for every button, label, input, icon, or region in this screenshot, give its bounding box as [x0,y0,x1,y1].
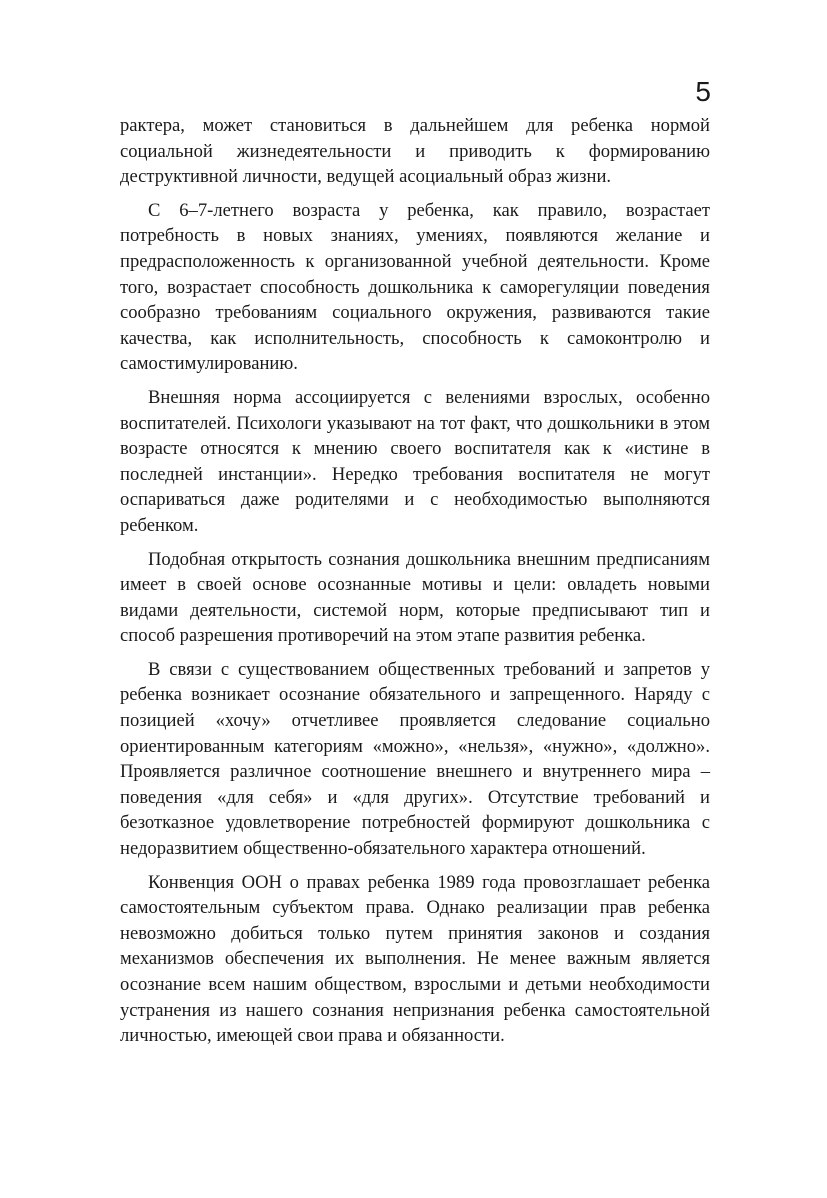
body-text [120,113,710,1057]
paragraph: С 6–7-летнего возраста у ребенка, как правило, возрастает потребность в новых знаниях, умениях, появляются желание и предрасположенность к организованной учебной деятельности. Кроме того, возрастает способность дошкольника к саморегуляции поведения сообразно требованиям социального окружения, развиваются такие качества, как исполнительность, способность к самоконтролю и самостимулированию. [120,199,710,375]
paragraph: Подобная открытость сознания дошкольника внешним предписаниям имеет в своей основе осознанные мотивы и цели: овладеть новыми видами деятельности, системой норм, которые предписывают тип и способ разрешения противоречий на этом этапе развития ребенка. [120,548,710,647]
paragraph: рактера, может становиться в дальнейшем для ребенка нормой социальной жизнедеятельности и приводить к формированию деструктивной личности, ведущей асоциальный образ жизни. [120,115,710,188]
paragraph: Конвенция ООН о правах ребенка 1989 года провозглашает ребенка самостоятельным субъектом права. Однако реализации прав ребенка невозможно добиться только путем принятия законов и создания механизмов обеспечения их выполнения. Не менее важным является осознание всем нашим обществом, взрослыми и детьми необходимости устранения из нашего сознания непризнания ребенка самостоятельной личностью, имеющей свои права и обязанности. [120,871,710,1047]
paragraph: Внешняя норма ассоциируется с велениями взрослых, особенно воспитателей. Психологи указывают на тот факт, что дошкольники в этом возрасте относятся к мнению своего воспитателя как к «истине в последней инстанции». Нередко требования воспитателя не могут оспариваться даже родителями и с необходимостью выполняются ребенком. [120,386,710,536]
page-number: 5 [695,76,711,107]
paragraph: В связи с существованием общественных требований и запретов у ребенка возникает осознание обязательного и запрещенного. Наряду с позицией «хочу» отчетливее проявляется следование социально ориентированным категориям «можно», «нельзя», «нужно», «должно». Проявляется различное соотношение внешнего и внутреннего мира – поведения «для себя» и «для других». Отсутствие требований и безотказное удовлетворение потребностей формируют дошкольника с недоразвитием общественно-обязательного характера отношений. [120,658,710,860]
